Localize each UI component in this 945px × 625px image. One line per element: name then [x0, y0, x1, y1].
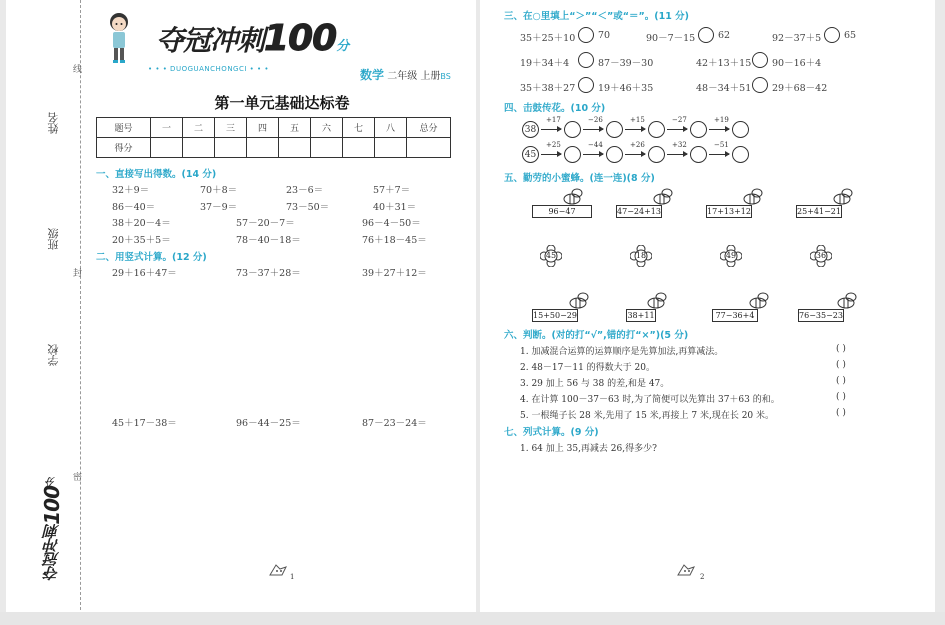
judge-item: 3. 29 加上 56 与 38 的差,和是 47。: [520, 379, 670, 389]
score-cell[interactable]: [375, 138, 407, 158]
score-cell[interactable]: [343, 138, 375, 158]
paper-title: 第一单元基础达标卷: [214, 94, 350, 112]
equation: 45＋17－38＝: [112, 418, 177, 429]
flower[interactable]: [720, 245, 742, 267]
answer-paren[interactable]: ( ): [836, 376, 846, 386]
compare-circle[interactable]: [752, 77, 768, 93]
judge-item: 5. 一根绳子长 28 米,先用了 15 米,再接上 7 米,现在长 20 米。: [520, 411, 775, 421]
compare-right: 62: [718, 30, 731, 41]
brand-pinyin: • • • DUOGUANCHONGCI • • •: [148, 65, 269, 73]
score-header-row: [97, 118, 451, 138]
name-label: 姓名: [47, 112, 60, 134]
cut-mark-secret: 密: [71, 472, 81, 481]
compare-right: 65: [844, 30, 857, 41]
score-cell[interactable]: [247, 138, 279, 158]
answer-circle[interactable]: [564, 146, 581, 163]
flower-label: 45: [545, 251, 557, 260]
brand-logo: 夺冠冲刺100分: [156, 18, 349, 59]
bee-card[interactable]: 15+50−29: [533, 311, 577, 320]
answer-circle[interactable]: [732, 121, 749, 138]
equation: 39＋27＋12＝: [362, 268, 427, 279]
boy-mascot-icon: [106, 10, 132, 66]
answer-circle[interactable]: [648, 121, 665, 138]
judge-item: 1. 加减混合运算的运算顺序是先算加法,再算减法。: [520, 347, 724, 357]
equation: 32＋9＝: [112, 185, 150, 196]
arrow-icon: [541, 129, 561, 130]
answer-circle[interactable]: [606, 146, 623, 163]
answer-paren[interactable]: ( ): [836, 360, 846, 370]
bee-icon: [742, 188, 766, 206]
equation: 78－40－18＝: [236, 235, 301, 246]
bee-icon: [836, 292, 860, 310]
arrow-icon: [541, 154, 561, 155]
chain-start: 45: [522, 146, 539, 163]
page-mascot-icon: [676, 563, 696, 577]
score-cell[interactable]: [311, 138, 343, 158]
section-7-title: 七、列式计算。(9 分): [504, 427, 599, 438]
score-cell: 得分: [97, 138, 151, 158]
bee-card[interactable]: 38+11: [627, 311, 655, 320]
compare-left: 19＋34＋4: [520, 58, 570, 69]
brand-header: [92, 4, 472, 86]
op-label: −27: [672, 116, 687, 124]
op-label: +26: [630, 141, 645, 149]
answer-circle[interactable]: [564, 121, 581, 138]
bee-icon: [646, 292, 670, 310]
flower[interactable]: [810, 245, 832, 267]
equation: 70＋8＝: [200, 185, 238, 196]
arrow-icon: [583, 129, 603, 130]
bee-icon: [748, 292, 772, 310]
bee-icon: [568, 292, 592, 310]
equation: 38＋20－4＝: [112, 218, 171, 229]
score-value-row: [97, 138, 451, 158]
bee-icon: [832, 188, 856, 206]
op-label: −51: [714, 141, 729, 149]
spine-logo: 夺冠冲刺100分: [40, 478, 64, 581]
equation: 20＋35＋5＝: [112, 235, 171, 246]
compare-right: 19＋46＋35: [598, 83, 654, 94]
compare-circle[interactable]: [578, 52, 594, 68]
background-edge: [0, 612, 945, 625]
equation: 73－37＋28＝: [236, 268, 301, 279]
answer-circle[interactable]: [606, 121, 623, 138]
arrow-icon: [583, 154, 603, 155]
page-mascot-icon: [268, 563, 288, 577]
score-cell: 一: [151, 118, 183, 138]
page-number: 2: [700, 573, 705, 581]
compare-circle[interactable]: [824, 27, 840, 43]
section-6-title: 六、判断。(对的打“√”,错的打“×”)(5 分): [504, 330, 689, 341]
bee-card[interactable]: 47−24+13: [617, 207, 661, 216]
equation: 40＋31＝: [373, 202, 417, 213]
score-cell: 八: [375, 118, 407, 138]
school-label: 学校: [47, 344, 60, 366]
answer-circle[interactable]: [690, 146, 707, 163]
equation: 57－20－7＝: [236, 218, 295, 229]
compare-right: 90－16＋4: [772, 58, 822, 69]
bee-card[interactable]: 25+41−21: [797, 207, 841, 216]
compare-circle[interactable]: [578, 27, 594, 43]
answer-circle[interactable]: [648, 146, 665, 163]
bee-card[interactable]: 77−36+4: [712, 309, 758, 322]
equation: 87－23－24＝: [362, 418, 427, 429]
compare-left: 35＋38＋27: [520, 83, 576, 94]
answer-paren[interactable]: ( ): [836, 408, 846, 418]
arrow-icon: [667, 154, 687, 155]
score-cell: 三: [215, 118, 247, 138]
equation: 29＋16＋47＝: [112, 268, 177, 279]
score-cell[interactable]: [279, 138, 311, 158]
equation: 96－44－25＝: [236, 418, 301, 429]
section-1-title: 一、直接写出得数。(14 分): [96, 169, 217, 180]
answer-paren[interactable]: ( ): [836, 392, 846, 402]
word-problem: 1. 64 加上 35,再减去 26,得多少?: [520, 444, 657, 454]
answer-circle[interactable]: [732, 146, 749, 163]
score-table: [96, 117, 451, 158]
cut-mark-line: 线: [71, 64, 81, 73]
subject-grade: 数学 二年级 上册BS: [360, 68, 451, 82]
equation: 73－50＝: [286, 202, 330, 213]
bee-icon: [562, 188, 586, 206]
flower-label: 36: [815, 251, 827, 260]
score-cell: 总分: [407, 118, 451, 138]
arrow-icon: [709, 154, 729, 155]
op-label: +19: [714, 116, 729, 124]
compare-left: 35＋25＋10: [520, 33, 576, 44]
op-label: +32: [672, 141, 687, 149]
score-cell: 题号: [97, 118, 151, 138]
arrow-icon: [709, 129, 729, 130]
equation: 86－40＝: [112, 202, 156, 213]
section-2-title: 二、用竖式计算。(12 分): [96, 252, 207, 263]
arrow-icon: [667, 129, 687, 130]
score-cell: 六: [311, 118, 343, 138]
score-cell: 二: [183, 118, 215, 138]
compare-circle[interactable]: [578, 77, 594, 93]
bee-card[interactable]: 96−47: [532, 205, 592, 218]
compare-right: 70: [598, 30, 611, 41]
op-label: +17: [546, 116, 561, 124]
answer-circle[interactable]: [690, 121, 707, 138]
score-cell[interactable]: [215, 138, 247, 158]
op-label: −44: [588, 141, 603, 149]
binding-margin: [6, 0, 86, 612]
cut-line: [80, 0, 81, 610]
equation: 76＋18－45＝: [362, 235, 427, 246]
score-cell[interactable]: [183, 138, 215, 158]
flower[interactable]: [630, 245, 652, 267]
score-cell[interactable]: [407, 138, 451, 158]
compare-right: 29＋68－42: [772, 83, 828, 94]
cut-mark-seal: 封: [71, 268, 81, 277]
chain-start: 38: [522, 121, 539, 138]
arrow-icon: [625, 154, 645, 155]
score-cell: 四: [247, 118, 279, 138]
judge-item: 2. 48－17－11 的得数大于 20。: [520, 363, 655, 373]
op-label: −26: [588, 116, 603, 124]
score-cell[interactable]: [151, 138, 183, 158]
section-3-title: 三、在○里填上“＞”“＜”或“＝”。(11 分): [504, 11, 689, 22]
op-label: +15: [630, 116, 645, 124]
compare-left: 42＋13＋15: [696, 58, 752, 69]
equation: 37－9＝: [200, 202, 238, 213]
compare-right: 87－39－30: [598, 58, 654, 69]
score-cell: 五: [279, 118, 311, 138]
compare-circle[interactable]: [698, 27, 714, 43]
judge-item: 4. 在计算 100－37－63 时,为了简便可以先算出 37＋63 的和。: [520, 395, 780, 405]
page-2: [480, 0, 935, 612]
flower-label: 18: [635, 251, 647, 260]
arrow-icon: [625, 129, 645, 130]
compare-left: 92－37＋5: [772, 33, 822, 44]
score-cell: 七: [343, 118, 375, 138]
compare-circle[interactable]: [752, 52, 768, 68]
answer-paren[interactable]: ( ): [836, 344, 846, 354]
page-1: [6, 0, 476, 612]
bee-icon: [652, 188, 676, 206]
page-number: 1: [290, 573, 295, 581]
flower[interactable]: [540, 245, 562, 267]
compare-left: 90－7－15: [646, 33, 696, 44]
flower-label: 49: [725, 251, 737, 260]
class-label: 班级: [47, 228, 60, 250]
op-label: +25: [546, 141, 561, 149]
equation: 23－6＝: [286, 185, 324, 196]
equation: 96－4－50＝: [362, 218, 421, 229]
bee-card[interactable]: 76−35−23: [799, 311, 843, 320]
section-4-title: 四、击鼓传花。(10 分): [504, 103, 606, 114]
bee-card[interactable]: 17+13+12: [707, 207, 751, 216]
section-5-title: 五、勤劳的小蜜蜂。(连一连)(8 分): [504, 173, 655, 184]
compare-left: 48－34＋51: [696, 83, 752, 94]
equation: 57＋7＝: [373, 185, 411, 196]
